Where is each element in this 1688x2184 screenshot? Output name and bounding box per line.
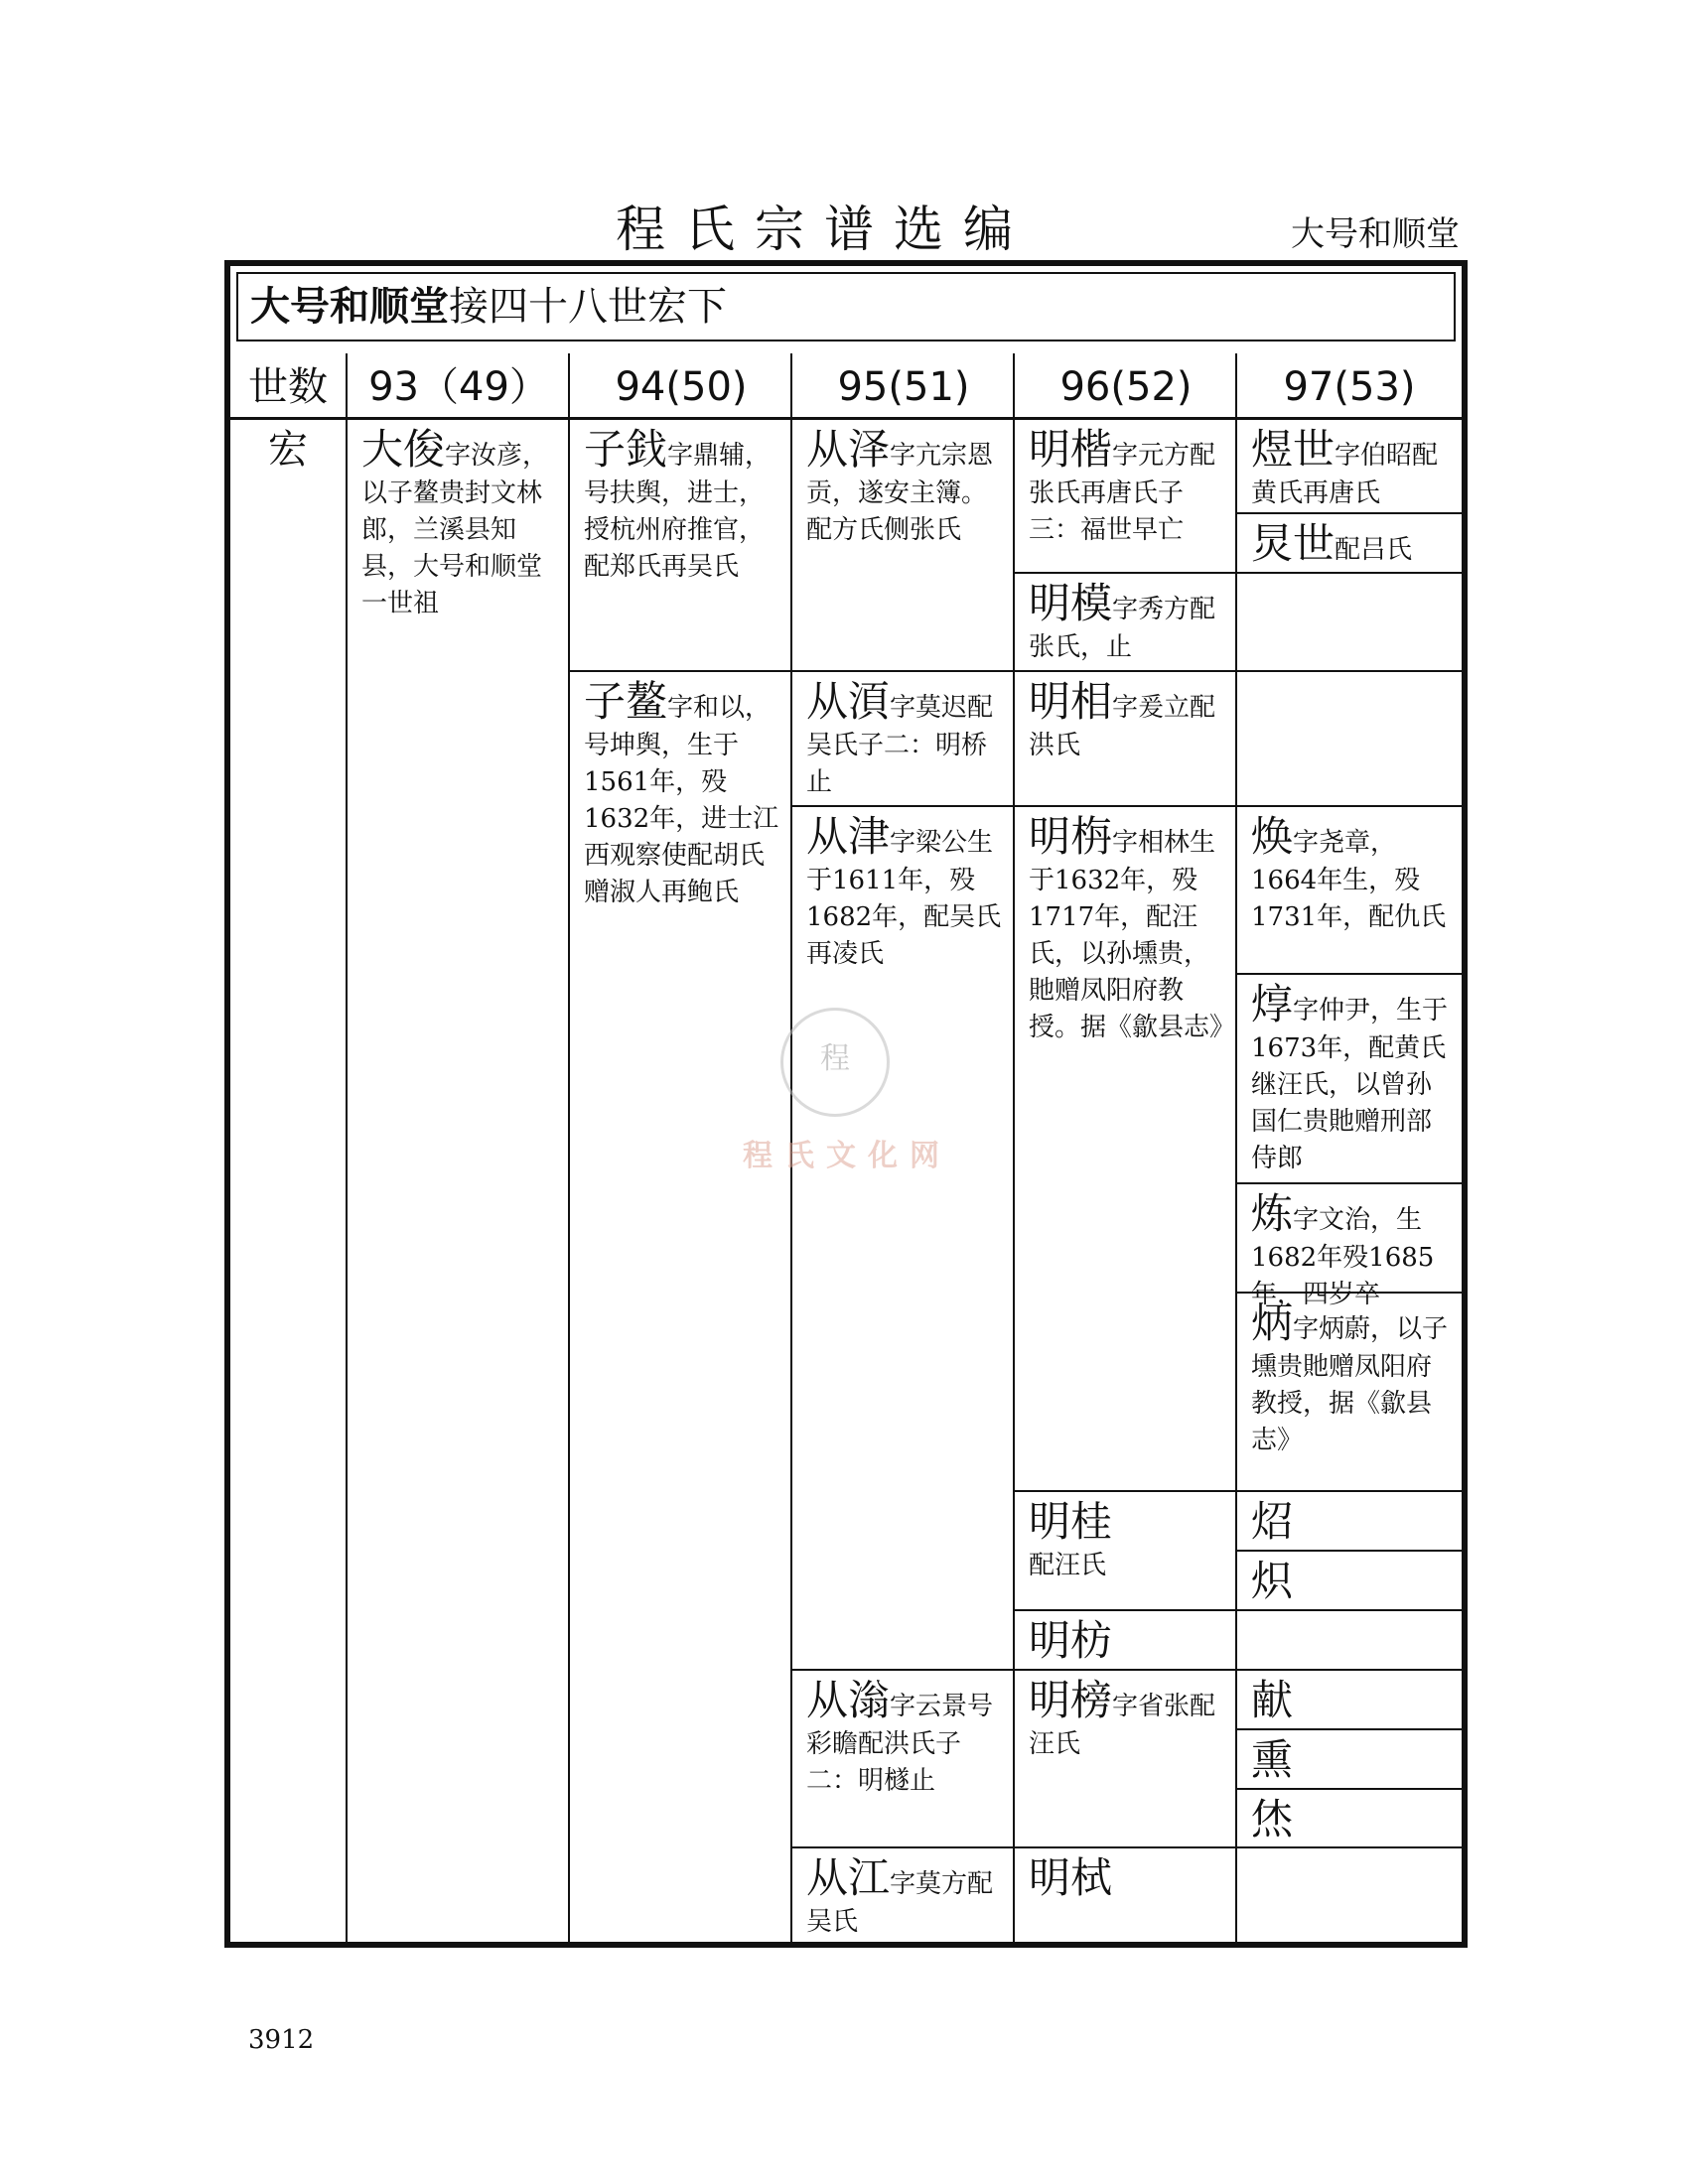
person-desc: 配吕氏 <box>1335 535 1413 565</box>
person-name: 从滃 <box>806 1676 891 1724</box>
table-header-bar <box>236 272 1456 341</box>
col-header-generation: 世数 <box>248 364 328 410</box>
person-name: 煜世 <box>1251 425 1336 474</box>
person-entry <box>1237 1730 1462 1786</box>
person-entry <box>1237 1294 1462 1459</box>
person-desc: 字鼎辅，号扶舆，进士，授杭州府推官，配郑氏再吴氏 <box>584 441 772 582</box>
person-name: 熏 <box>1251 1735 1294 1784</box>
person-entry <box>1015 1671 1235 1763</box>
page-number: 3912 <box>248 2025 315 2055</box>
person-desc: 字伯昭配黄氏再唐氏 <box>1251 441 1439 508</box>
person-name: 明模 <box>1029 579 1113 627</box>
person-name: 明桂 <box>1029 1497 1113 1546</box>
person-name: 炅世 <box>1251 519 1336 568</box>
person-name: 焞 <box>1251 980 1294 1028</box>
person-name: 明栴 <box>1029 812 1113 861</box>
person-entry <box>348 420 568 622</box>
person-desc: 配汪氏 <box>1029 1551 1107 1580</box>
person-entry <box>792 672 1013 801</box>
col-header-95: 95(51) <box>837 364 970 410</box>
person-entry <box>570 420 790 586</box>
person-name: 炤 <box>1251 1497 1294 1546</box>
person-name: 从江 <box>806 1853 891 1902</box>
person-entry <box>1237 1790 1462 1845</box>
person-desc: 字和以，号坤舆，生于1561年，殁1632年，进士江西观察使配胡氏赠淑人再鲍氏 <box>584 693 779 907</box>
person-desc: 字爰立配洪氏 <box>1029 693 1216 760</box>
person-name: 从泽 <box>806 425 891 474</box>
person-desc: 字梁公生于1611年，殁1682年，配吴氏再凌氏 <box>806 828 1002 969</box>
person-entry <box>1237 514 1462 570</box>
person-entry <box>1015 672 1235 764</box>
person-desc: 字相林生于1632年，殁1717年，配汪氏，以孙壎贵，貤赠凤阳府教授。据《歙县志》 <box>1029 828 1236 1042</box>
person-name: 明栻 <box>1029 1853 1113 1902</box>
person-entry <box>1015 574 1235 666</box>
person-name: 明相 <box>1029 677 1113 726</box>
person-name: 焕 <box>1251 812 1294 861</box>
person-entry <box>1237 807 1462 936</box>
person-entry <box>570 672 790 911</box>
person-name: 明枋 <box>1029 1616 1113 1665</box>
person-entry <box>1237 1552 1462 1607</box>
person-entry <box>792 420 1013 549</box>
person-name: 炳 <box>1251 1298 1294 1347</box>
person-desc: 字秀方配张氏，止 <box>1029 595 1216 662</box>
person-desc: 字云景号彩瞻配洪氏子二：明檖止 <box>806 1692 994 1796</box>
person-desc: 字仲尹，生于1673年，配黄氏继汪氏，以曾孙国仁贵貤赠刑部侍郎 <box>1251 996 1449 1173</box>
person-desc: 字莫迟配吴氏子二：明桥止 <box>806 693 994 797</box>
person-entry <box>1237 975 1462 1177</box>
rule-col-2 <box>568 353 570 1942</box>
generation-label: 宏 <box>268 427 308 473</box>
header-note: 接四十八世宏下 <box>449 284 727 330</box>
watermark <box>713 1008 981 1206</box>
person-entry <box>1237 420 1462 512</box>
person-entry <box>1015 1848 1235 1904</box>
book-title: 程氏宗谱选编 <box>616 201 1033 258</box>
person-name: 烋 <box>1251 1795 1294 1843</box>
person-name: 献 <box>1251 1676 1294 1724</box>
person-entry <box>1015 1492 1235 1584</box>
col-header-93: 93（49） <box>368 364 549 410</box>
person-entry <box>1015 1611 1235 1667</box>
person-name: 炼 <box>1251 1189 1294 1238</box>
person-desc: 字炳蔚，以子壎贵貤赠凤阳府教授，据《歙县志》 <box>1251 1314 1449 1455</box>
person-name: 从湏 <box>806 677 891 726</box>
col-header-97: 97(53) <box>1283 364 1416 410</box>
person-name: 大俊 <box>361 425 446 474</box>
person-entry <box>792 807 1013 973</box>
person-desc: 字文治，生1682年殁1685年，四岁卒 <box>1251 1205 1435 1309</box>
person-name: 炽 <box>1251 1557 1294 1605</box>
person-entry <box>792 1848 1013 1941</box>
col-header-94: 94(50) <box>615 364 748 410</box>
person-desc: 字亢宗恩贡，遂安主簿。配方氏侧张氏 <box>806 441 994 545</box>
person-entry <box>792 1671 1013 1800</box>
header-hall: 大号和顺堂 <box>250 283 449 330</box>
person-name: 明榜 <box>1029 1676 1113 1724</box>
person-name: 从津 <box>806 812 891 861</box>
watermark-site-text: 程氏文化网 <box>743 1139 951 1173</box>
person-entry <box>1015 807 1235 1046</box>
person-name: 子鳌 <box>584 677 668 726</box>
table-header-text <box>250 282 727 332</box>
hall-name: 大号和顺堂 <box>1291 214 1460 254</box>
person-entry <box>1015 420 1235 549</box>
person-desc: 字省张配汪氏 <box>1029 1692 1216 1759</box>
person-entry <box>1237 1492 1462 1548</box>
col-header-96: 96(52) <box>1059 364 1193 410</box>
person-name: 明楷 <box>1029 425 1113 474</box>
person-desc: 字尧章，1664年生，殁1731年，配仇氏 <box>1251 828 1447 932</box>
person-entry <box>1237 1671 1462 1726</box>
person-desc: 字汝彦，以子鳌贵封文林郎，兰溪县知县，大号和顺堂一世祖 <box>361 441 549 618</box>
watermark-seal-icon: 程 <box>780 1008 890 1117</box>
person-desc: 字莫方配吴氏 <box>806 1869 994 1937</box>
person-desc: 字元方配张氏再唐氏子三：福世早亡 <box>1029 441 1216 545</box>
person-name: 子鈛 <box>584 425 668 474</box>
